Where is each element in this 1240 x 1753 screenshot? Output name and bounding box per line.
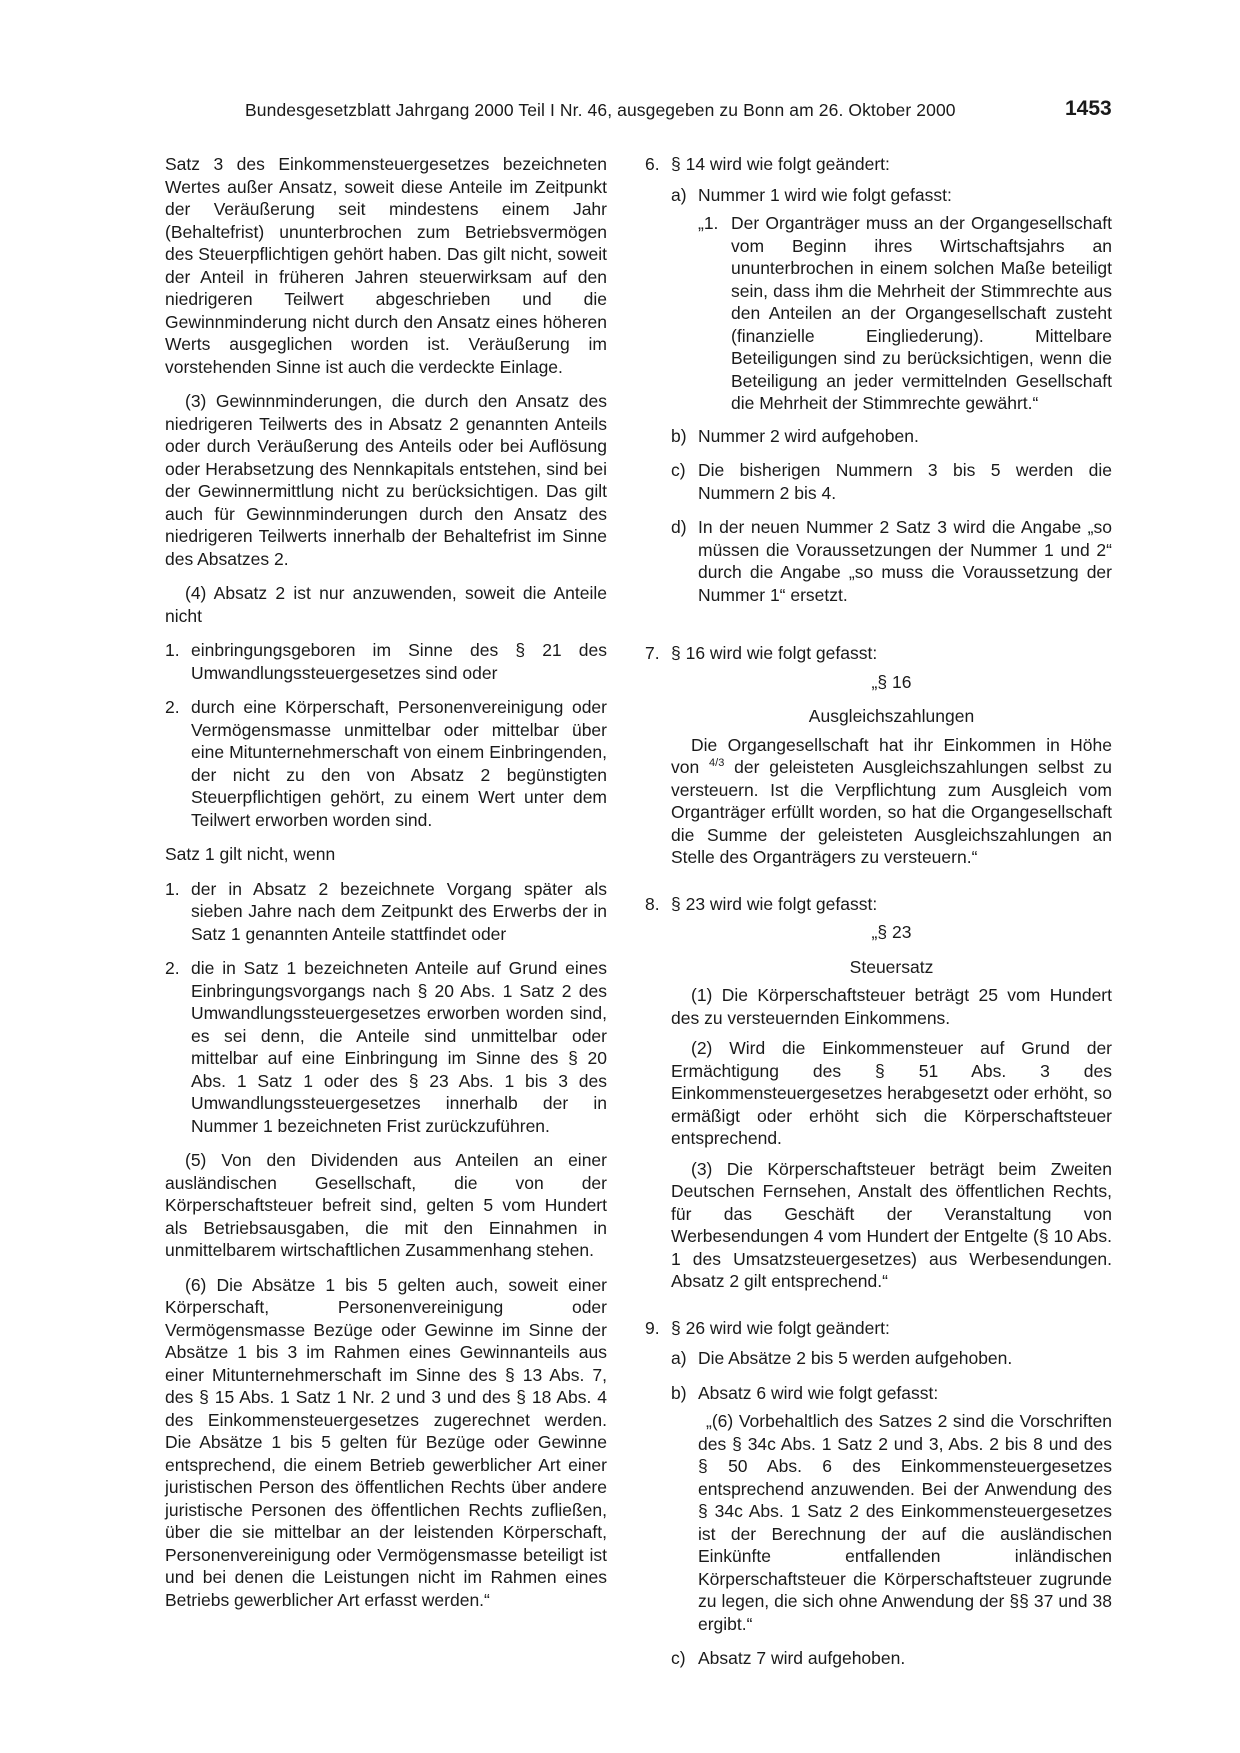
sub-text: Nummer 2 wird aufgehoben. xyxy=(698,425,919,446)
left-column xyxy=(165,153,607,1623)
paragraph: Satz 3 des Einkommensteuergesetzes bezeichneten Wertes außer Ansatz, soweit diese Anteile im Zeitpunkt der Veräußerung seit mindestens einem Jahr (Behaltefrist) ununterbrochen zum Betriebsvermögen des Steuerpflichtigen gehört haben. Das gilt nicht, soweit der Anteil in früheren Jahren steuerwirksam auf den niedrigeren Teilwert abgeschrieben und die Gewinnminderung nicht durch den Ansatz eines höheren Werts ausgeglichen worden ist. Veräußerung im vorstehenden Sinne ist auch die verdeckte Einlage. xyxy=(165,154,607,377)
sub-number: c) xyxy=(671,460,686,480)
list-number: 1. xyxy=(165,878,180,899)
item-number: 9. xyxy=(645,1317,660,1338)
quoted-text xyxy=(698,212,1112,415)
sub-item-c xyxy=(671,1647,1112,1670)
list-number: 1. xyxy=(165,640,180,660)
item-text: § 16 wird wie folgt gefasst: xyxy=(671,643,878,663)
quote-number: „1. xyxy=(698,213,719,233)
sub-text: Absatz 6 wird wie folgt gefasst: xyxy=(698,1382,939,1403)
sub-number: b) xyxy=(671,425,687,446)
sub-number: d) xyxy=(671,517,687,537)
sub-text: In der neuen Nummer 2 Satz 3 wird die Angabe „so müssen die Voraussetzungen der Nummer 1 und 2“ durch die Angabe „so muss die Voraussetzung der Nummer 1“ ersetzt. xyxy=(698,517,1112,605)
list-text: einbringungsgeboren im Sinne des § 21 des Umwandlungssteuergesetzes sind oder xyxy=(191,640,607,683)
paragraph-abs6: (6) Die Absätze 1 bis 5 gelten auch, soweit einer Körperschaft, Personenvereinigung oder Vermögensmasse Bezüge oder Gewinne im Sinne der Absätze 1 bis 3 im Rahmen eines Gewinnanteils aus einer Mitunternehmerschaft im Sinne des § 13 Abs. 7, des § 15 Abs. 1 Satz 1 Nr. 2 und 3 und des § 18 Abs. 4 des Einkommensteuergesetzes zugerechnet werden. Die Absätze 1 bis 5 gelten für Bezüge oder Gewinne entsprechend, die einem Betrieb gewerblicher Art einer juristischen Person des öffentlichen Rechts über andere juristische Personen des öffentlichen Rechts zufließen, über die sie mittelbar an der leistenden Körperschaft, Personenvereinigung oder Vermögensmasse beteiligt ist und bei denen die Leistungen nicht im Rahmen eines Betriebs gewerblicher Art erfasst werden.“ xyxy=(165,1274,607,1610)
list-item xyxy=(165,878,607,946)
amendment-item-9 xyxy=(645,1317,1112,1682)
sub-item-b xyxy=(671,1382,1112,1405)
quoted-text xyxy=(698,1410,1112,1635)
section-23 xyxy=(671,921,1112,1293)
sub-text: Absatz 7 wird aufgehoben. xyxy=(698,1648,906,1668)
quote-body: „(6) Vorbehaltlich des Satzes 2 sind die Vorschriften des § 34c Abs. 1 Satz 2 und 3, Abs. 2 bis 8 und des § 50 Abs. 6 des Einkommensteuergesetzes entsprechend anzuwenden. Bei der Anwendung des § 34c Abs. 1 Satz 2 des Einkommensteuergesetzes ist der Berechnung der auf die ausländischen Einkünfte entfallenden inländischen Körperschaftsteuer die Körperschaftsteuer zugrunde zu legen, die sich ohne Anwendung der §§ 37 und 38 ergibt.“ xyxy=(698,1411,1112,1634)
sub-number: c) xyxy=(671,1648,686,1668)
sub-number: b) xyxy=(671,1382,687,1403)
section-paragraph-3: (3) Die Körperschaftsteuer beträgt beim Zweiten Deutschen Fernsehen, Anstalt des öffentlichen Rechts, für das Geschäft der Veranstaltung von Werbesendungen 4 vom Hundert der Entgelte (§ 10 Abs. 1 des Umsatzsteuergesetzes) aus Werbesendungen. Absatz 2 gilt entsprechend.“ xyxy=(671,1158,1112,1291)
fraction: 4/3 xyxy=(709,757,725,770)
page-number: 1453 xyxy=(1065,97,1112,120)
sub-number: a) xyxy=(671,1348,687,1368)
section-number: „§ 16 xyxy=(871,671,912,692)
quote-body: Der Organträger muss an der Organgesellschaft vom Beginn ihres Wirtschaftsjahrs an ununterbrochen in einem solchen Maße beteiligt sein, dass ihm die Mehrheit der Stimmrechte aus den Anteilen an der Organgesellschaft zusteht (finanzielle Eingliederung). Mittelbare Beteiligungen sind zu berücksichtigen, wenn die Beteiligung an jeder vermittelnden Gesellschaft die Mehrheit der Stimmrechte gewährt.“ xyxy=(731,213,1112,413)
sub-item-d xyxy=(671,516,1112,606)
item-number: 6. xyxy=(645,154,660,174)
item-number: 7. xyxy=(645,643,660,663)
section-paragraph-2: (2) Wird die Einkommensteuer auf Grund der Ermächtigung des § 51 Abs. 3 des Einkommensteuergesetzes herabgesetzt oder erhöht, so ermäßigt oder erhöht sich die Körperschaftsteuer entsprechend. xyxy=(671,1038,1112,1148)
sub-item-b xyxy=(671,425,1112,448)
sub-item-c xyxy=(671,459,1112,504)
right-column xyxy=(645,153,1112,1694)
section-number: „§ 23 xyxy=(871,922,912,942)
sub-item-a xyxy=(671,184,1112,207)
section-heading: Steuersatz xyxy=(849,956,934,977)
list-text: die in Satz 1 bezeichneten Anteile auf Grund eines Einbringungsvorgangs nach § 20 Abs. 1 Satz 2 des Umwandlungssteuergesetzes erworben worden sind, es sei denn, die Anteile sind unmittelbar oder mittelbar auf eine Einbringung im Sinne des § 20 Abs. 1 Satz 1 oder des § 23 Abs. 1 bis 3 des Umwandlungssteuergesetzes innerhalb der in Nummer 1 bezeichneten Frist zurückzuführen. xyxy=(191,958,607,1136)
paragraph-abs4: (4) Absatz 2 ist nur anzuwenden, soweit die Anteile nicht xyxy=(165,583,607,626)
section-16 xyxy=(671,671,1112,869)
sub-item-a xyxy=(671,1347,1112,1370)
section-heading: Ausgleichszahlungen xyxy=(808,706,975,726)
sub-text: Die Absätze 2 bis 5 werden aufgehoben. xyxy=(698,1348,1013,1368)
item-text: § 26 wird wie folgt geändert: xyxy=(671,1317,890,1338)
list-item xyxy=(165,639,607,684)
sub-text: Die bisherigen Nummern 3 bis 5 werden die Nummern 2 bis 4. xyxy=(698,460,1112,503)
item-text: § 14 wird wie folgt geändert: xyxy=(671,154,890,174)
paragraph: Satz 1 gilt nicht, wenn xyxy=(165,844,336,864)
list-number: 2. xyxy=(165,697,180,717)
item-text: § 23 wird wie folgt gefasst: xyxy=(671,893,878,914)
amendment-item-8 xyxy=(645,893,1112,916)
list-text: der in Absatz 2 bezeichnete Vorgang später als sieben Jahre nach dem Zeitpunkt des Erwerbs der in Satz 1 genannten Anteile stattfindet oder xyxy=(191,878,607,944)
list-text: durch eine Körperschaft, Personenvereinigung oder Vermögensmasse unmittelbar oder mittelbar über eine Mitunternehmerschaft von einem Einbringenden, der nicht zu den von Absatz 2 begünstigten Steuerpflichtigen gehört, zu einem Wert unter dem Teilwert erworben worden sind. xyxy=(191,697,607,830)
section-body: Die Organgesellschaft hat ihr Einkommen in Höhe von $^{4/3}$ der geleisteten Ausgleichszahlungen selbst zu versteuern. Ist die Verpflichtung zum Ausgleich vom Organträger erfüllt worden, so hat die Organgesellschaft die Summe der geleisteten Ausgleichszahlungen an Stelle des Organträgers zu versteuern.“ xyxy=(671,734,1112,867)
paragraph-abs5: (5) Von den Dividenden aus Anteilen an einer ausländischen Gesellschaft, die von der Körperschaftsteuer befreit sind, gelten 5 vom Hundert als Betriebsausgaben, die mit den Einnahmen in unmittelbarem wirtschaftlichen Zusammenhang stehen. xyxy=(165,1150,607,1260)
sub-number: a) xyxy=(671,184,687,205)
item-number: 8. xyxy=(645,893,660,914)
amendment-item-6 xyxy=(645,153,1112,618)
amendment-item-7 xyxy=(645,642,1112,665)
list-item xyxy=(165,957,607,1137)
paragraph-abs3: (3) Gewinnminderungen, die durch den Ansatz des niedrigeren Teilwerts des in Absatz 2 genannten Anteils oder durch Veräußerung des Anteils oder bei Auflösung oder Herabsetzung des Nennkapitals entstehen, sind bei der Gewinnermittlung nicht zu berücksichtigen. Das gilt auch für Gewinnminderungen durch den Ansatz des niedrigeren Teilwerts innerhalb der Behaltefrist im Sinne des Absatzes 2. xyxy=(165,391,607,569)
sub-text: Nummer 1 wird wie folgt gefasst: xyxy=(698,184,952,205)
running-header: Bundesgesetzblatt Jahrgang 2000 Teil I Nr. 46, ausgegeben zu Bonn am 26. Oktober 2000 xyxy=(245,100,956,120)
list-item xyxy=(165,696,607,831)
section-paragraph-1: (1) Die Körperschaftsteuer beträgt 25 vom Hundert des zu versteuernden Einkommens. xyxy=(671,985,1112,1028)
list-number: 2. xyxy=(165,958,180,978)
